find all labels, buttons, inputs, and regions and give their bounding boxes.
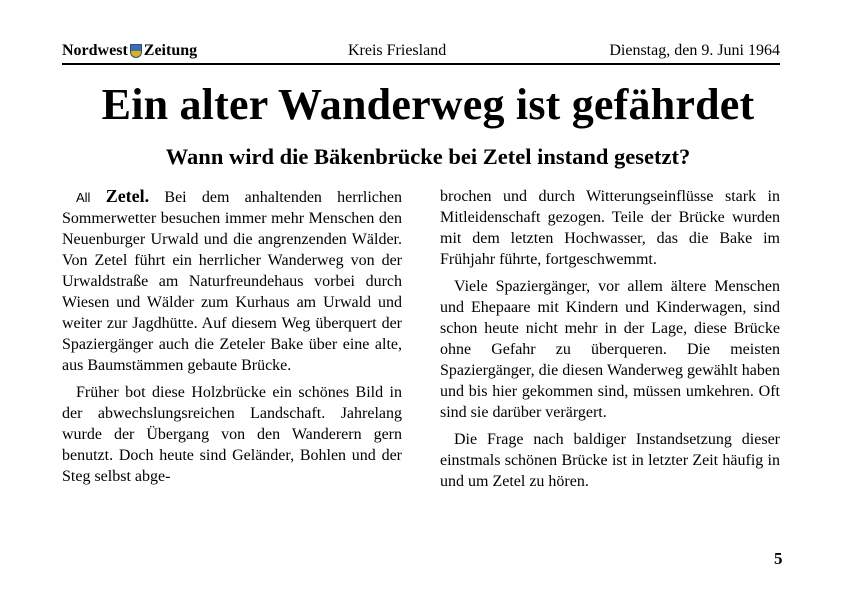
newspaper-name-right: Zeitung [143,42,198,59]
article-paragraph-continued: brochen und durch Witterungseinflüsse stark in Mitleidenschaft gezogen. Teile der Brücke wurden mit dem letzten Hochwasser, das die Bake im Frühjahr führte, fortgeschwemmt. [440,188,780,268]
newspaper-name [62,42,197,60]
section-name: Kreis Friesland [348,42,447,59]
article-column-left [62,186,402,493]
article-paragraph: Früher bot diese Holzbrücke ein schönes Bild in der abwechslungsreichen Landschaft. Jahrelang wurde der Übergang von den Wanderern gern benutzt. Doch heute sind Geländer, Bohlen und der Steg selbst abge- [62,384,402,485]
subheadline: Wann wird die Bäkenbrücke bei Zetel instand gesetzt? [165,144,691,169]
article-column-right [440,186,780,498]
article-paragraph: Viele Spaziergänger, vor allem ältere Menschen und Ehepaare mit Kindern und Kinderwagen, sind schon heute nicht mehr in der Lage, diese Brücke ohne Gefahr zu überqueren. Die meisten Spaziergänger, die diesen Wanderweg gewählt haben und bis hier gekommen sind, müssen umkehren. Oft sind sie darüber verärgert. [440,278,780,421]
paragraph-text: Bei dem anhaltenden herrlichen Sommerwetter besuchen immer mehr Menschen den Neuenburger Urwald und die angrenzenden Wälder. Von Zetel führt ein herrlicher Wanderweg von der Urwaldstraße am Naturfreundehaus vorbei durch Wiesen und Wälder zum Kurhaus am Urwald und weiter zur Jagdhütte. Auf diesem Weg überquert der Spaziergänger auch die Zeteler Bake über eine alte, aus Baumstämmen gebaute Brücke. [62,189,403,374]
article-paragraph [62,186,402,376]
byline: All [76,190,91,205]
headline: Ein alter Wanderweg ist gefährdet [101,80,755,129]
coat-of-arms-icon [130,44,142,58]
masthead [62,41,780,65]
newspaper-name-left: Nordwest [62,42,128,59]
dateline: Zetel. [105,186,150,206]
issue-date: Dienstag, den 9. Juni 1964 [609,42,780,59]
article-paragraph: Die Frage nach baldiger Instandsetzung dieser einstmals schönen Brücke ist in letzter Zeit häufig in und um Zetel zu hören. [440,431,780,490]
page-number: 5 [774,549,783,568]
